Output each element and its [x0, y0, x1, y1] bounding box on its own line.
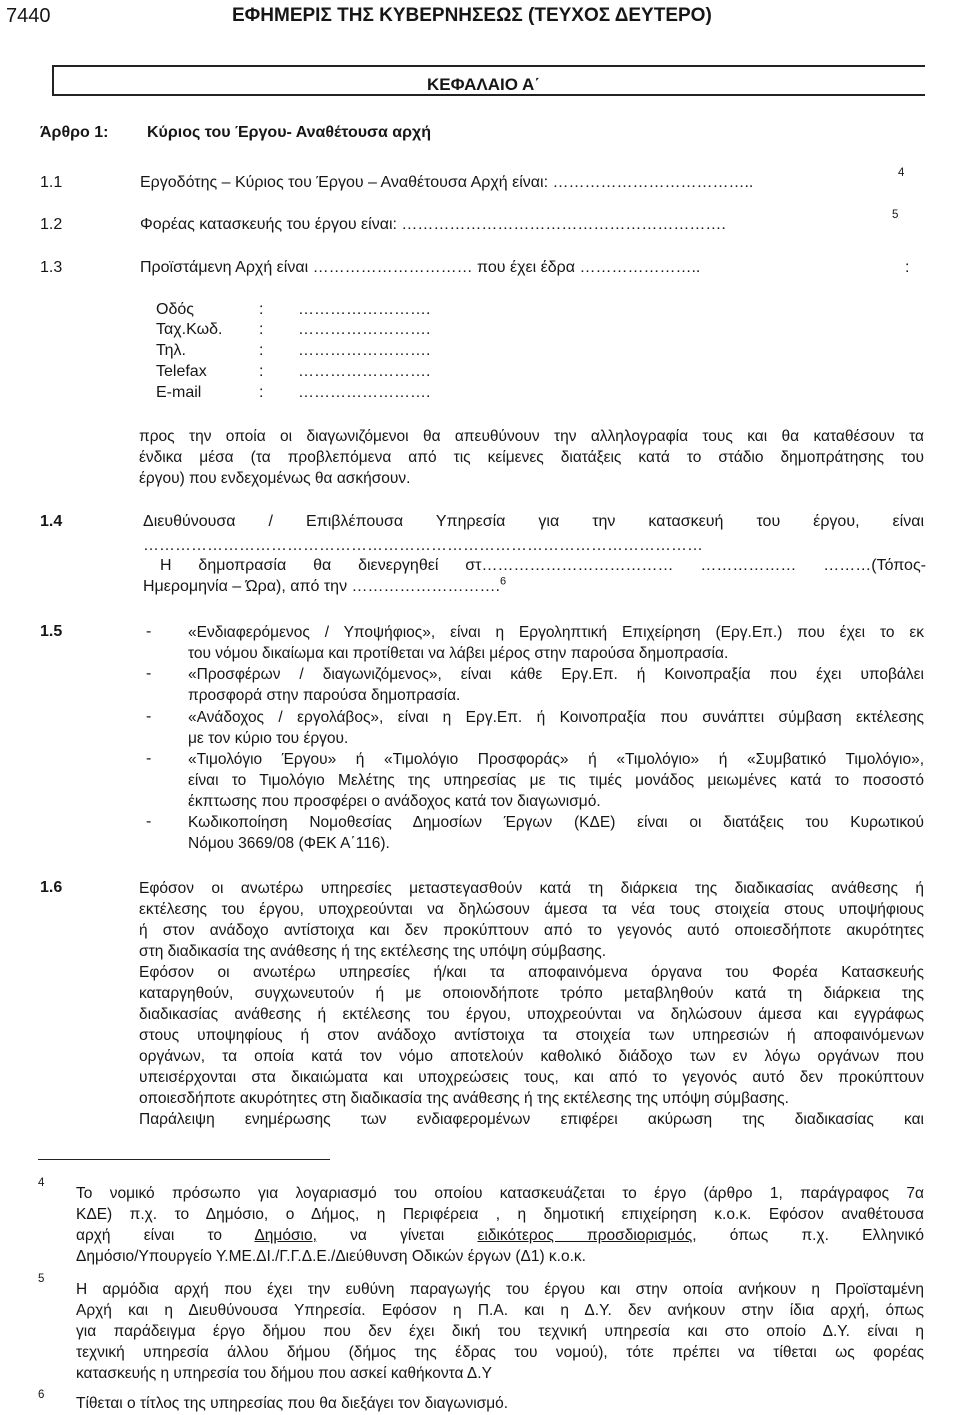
contact-sep: : — [259, 363, 264, 380]
footnote-separator — [38, 1159, 330, 1160]
contact-label-phone: Τηλ. — [156, 342, 186, 359]
section-1-4-line: Η δημοπρασία θα διενεργηθεί στ……………………………… ……………… ………(Τόπος- — [160, 557, 926, 574]
bullet-line: Κωδικοποίηση Νομοθεσίας Δημοσίων Έργων (ΚΔΕ) είναι οι διατάξεις του Κυρωτικού — [188, 814, 924, 831]
contact-value-phone: ……………………. — [298, 342, 431, 359]
footnote-text: αρχή είναι το — [76, 1227, 223, 1244]
section-1-6-line: στη διαδικασία της ανάθεσης ή της εκτέλεσης της υπόψη σύμβασης. — [139, 943, 607, 960]
contact-value-postcode: ……………………. — [298, 321, 431, 338]
bullet-dash: - — [146, 665, 152, 682]
bullet-line: προσφορά στην παρούσα δημοπρασία. — [188, 687, 461, 704]
section-1-6-line: καταργηθούν, συγχωνευτούν ή με οποιονδήποτε τρόπο μεταβληθούν κατά τη διάρκεια της — [139, 985, 924, 1002]
paragraph-line: ένδικα μέσα (τα προβλεπόμενα από τις κείμενες διατάξεις κατά το στάδιο δημοπράτησης του — [139, 449, 924, 466]
footnote-ref: 5 — [892, 209, 899, 221]
page-number: 7440 — [6, 5, 51, 27]
contact-sep: : — [259, 321, 264, 338]
footnote-line: για παράδειγμα έργο δήμου που δεν έχει δική του τεχνική υπηρεσία και στο οποίο Δ.Υ. είναι η — [76, 1323, 924, 1340]
section-1-6-line: υπεισέρχονται στα δικαιώματα και υποχρεώσεις τους, και από το γεγονός αυτό δεν προκύπτουν — [139, 1069, 924, 1086]
paragraph-line: έργου) που ενδεχομένως θα ασκήσουν. — [139, 470, 411, 487]
contact-value-street: ……………………. — [298, 301, 431, 318]
gazette-title: ΕΦΗΜΕΡΙΣ ΤΗΣ ΚΥΒΕΡΝΗΣΕΩΣ (ΤΕΥΧΟΣ ΔΕΥΤΕΡΟ) — [232, 5, 712, 26]
contact-sep: : — [259, 384, 264, 401]
section-1-6-line: Εφόσον οι ανωτέρω υπηρεσίες ή/και τα αποφαινόμενα όργανα του Φορέα Κατασκευής — [139, 964, 924, 981]
bullet-dash: - — [146, 813, 152, 830]
footnote-line: Το νομικό πρόσωπο για λογαριασμό του οποίου κατασκευάζεται το έργο (άρθρο 1, παράγραφος 7α — [76, 1185, 924, 1202]
section-1-6-line: Εφόσον οι ανωτέρω υπηρεσίες μεταστεγασθούν κατά τη διάρκεια της διαδικασίας ανάθεσης ή — [139, 880, 924, 897]
bullet-line: «Τιμολόγιο Έργου» ή «Τιμολόγιο Προσφοράς» ή «Τιμολόγιο» ή «Συμβατικό Τιμολόγιο», — [188, 751, 924, 768]
section-1-4-text: Ημερομηνία – Ώρα), από την ………………………. — [143, 578, 500, 595]
section-number: 1.1 — [40, 174, 63, 191]
section-1-6-line: οποιεσδήποτε ακυρότητες στη διαδικασία της ανάθεσης ή της εκτέλεσης της υπόψη σύμβασης. — [139, 1090, 789, 1107]
section-1-6-line: οργάνων, τα οποία κατά τον νόμο αποτελούν καθολικό διάδοχο των εν λόγω οργάνων που — [139, 1048, 924, 1065]
section-number: 1.3 — [40, 259, 63, 276]
section-1-3-text: Προϊστάμενη Αρχή είναι ………………………… που έχει έδρα ………………….. — [140, 259, 701, 276]
footnote-line: Αρχή και η Διευθύνουσα Υπηρεσία. Εφόσον η Π.Α. και η Δ.Υ. δεν ανήκουν στην ίδια αρχή, όπως — [76, 1302, 924, 1319]
bullet-dash: - — [146, 750, 152, 767]
footnote-text: , όπως π.χ. Ελληνικό — [692, 1227, 924, 1244]
section-number: 1.2 — [40, 216, 63, 233]
section-1-4-line: Διευθύνουσα / Επιβλέπουσα Υπηρεσία για την κατασκευή του έργου, είναι — [143, 513, 924, 530]
paragraph-line: προς την οποία οι διαγωνιζόμενοι θα απευθύνουν την αλληλογραφία τους και θα καταθέσουν τα — [139, 428, 924, 445]
section-1-6-line: ή στον ανάδοχο αντίστοιχα και δεν προκύπτουν από το γεγονός αυτό οποιεσδήποτε ακυρότητες — [139, 922, 924, 939]
section-1-1-text — [140, 173, 753, 193]
section-text: Εργοδότης – Κύριος του Έργου – Αναθέτουσα Αρχή είναι: ……………………………….. — [140, 174, 754, 191]
section-1-6-line: στους υποψηφίους ή στον ανάδοχο αντίστοιχα τα στοιχεία των υπηρεσιών ή αποφαινόμενων — [139, 1027, 924, 1044]
section-number: 1.4 — [40, 513, 63, 530]
footnote-line: κατασκευής η υπηρεσία του δήμου που ασκεί καθήκοντα Δ.Υ — [76, 1365, 492, 1382]
bullet-dash: - — [146, 623, 152, 640]
chapter-top-rule — [52, 65, 925, 67]
section-1-6-line: εκτέλεσης του έργου, υποχρεούνται να δηλώσουν άμεσα τα νέα τους στοιχεία στους υποψήφιους — [139, 901, 924, 918]
contact-value-email: ……………………. — [298, 384, 431, 401]
section-1-4-line — [143, 577, 506, 597]
bullet-line: με τον κύριο του έργου. — [188, 730, 349, 747]
footnote-underlined: ειδικότερος προσδιορισμός — [477, 1227, 693, 1244]
bullet-line: «Ενδιαφερόμενος / Υποψήφιος», είναι η Εργοληπτική Επιχείρηση (Εργ.Επ.) που έχει το εκ — [188, 624, 924, 641]
contact-label-email: E-mail — [156, 384, 202, 401]
section-1-2-text: Φορέας κατασκευής του έργου είναι: ……………………………………………………. — [140, 216, 726, 233]
footnote-line: ΚΔΕ) π.χ. το Δημόσιο, ο Δήμος, η Περιφέρεια , η δημοτική επιχείρηση κ.ο.κ. Εφόσον αναθέτουσα — [76, 1206, 924, 1223]
section-number: 1.5 — [40, 623, 63, 640]
contact-sep: : — [259, 342, 264, 359]
footnote-ref: 6 — [499, 575, 507, 588]
footnote-text: να γίνεται — [350, 1227, 445, 1244]
section-number: 1.6 — [40, 879, 63, 896]
section-1-6-line: διαδικασίας ανάθεσης ή εκτέλεσης του έργου, υποχρεούνται να δηλώσουν άμεσα και εγγράφως — [139, 1006, 924, 1023]
chapter-left-rule — [52, 65, 54, 95]
footnote-number: 6 — [38, 1389, 45, 1401]
article-label: Άρθρο 1: — [40, 124, 109, 141]
bullet-line: είναι το Τιμολόγιο Μελέτης της υπηρεσίας με τις τιμές μονάδος μειωμένες κατά το ποσοστό — [188, 772, 924, 789]
bullet-line: «Προσφέρων / διαγωνιζόμενος», είναι κάθε Εργ.Επ. ή Κοινοπραξία που έχει υποβάλει — [188, 666, 924, 683]
contact-label-street: Οδός — [156, 301, 194, 318]
section-1-4-dots: …………………………………………………………………………………………… — [143, 537, 703, 554]
section-1-3-colon: : — [905, 259, 910, 276]
contact-label-postcode: Ταχ.Κωδ. — [156, 321, 223, 338]
footnote-line: Δημόσιο/Υπουργείο Υ.ΜΕ.ΔΙ./Γ.Γ.Δ.Ε./Διεύθυνση Οδικών έργων (Δ1) κ.ο.κ. — [76, 1248, 586, 1265]
footnote-line — [76, 1225, 924, 1246]
bullet-dash: - — [146, 708, 152, 725]
footnote-number: 4 — [38, 1177, 45, 1189]
contact-value-fax: ……………………. — [298, 363, 431, 380]
footnote-underlined: Δημόσιο, — [254, 1227, 317, 1244]
section-1-6-line: Παράλειψη ενημέρωσης των ενδιαφερομένων επιφέρει ακύρωση της διαδικασίας και — [139, 1111, 924, 1128]
contact-label-fax: Telefax — [156, 363, 207, 380]
article-title: Κύριος του Έργου- Αναθέτουσα αρχή — [147, 124, 431, 141]
bullet-line: του νόμου δικαίωμα και προτίθεται να λάβει μέρος στην παρούσα δημοπρασία. — [188, 645, 729, 662]
chapter-title: ΚΕΦΑΛΑΙΟ Α΄ — [427, 75, 540, 94]
bullet-line: έκπτωσης που προσφέρει ο ανάδοχος κατά τον διαγωνισμό. — [188, 793, 601, 810]
footnote-line: Τίθεται ο τίτλος της υπηρεσίας που θα διεξάγει τον διαγωνισμό. — [76, 1395, 509, 1412]
footnote-line: τεχνική υπηρεσία άλλου δήμου (δήμος της έδρας του νομού), τότε πρέπει να τίθεται ως φορέας — [76, 1344, 924, 1361]
bullet-line: «Ανάδοχος / εργολάβος», είναι η Εργ.Επ. ή Κοινοπραξία που συνάπτει σύμβαση εκτέλεσης — [188, 709, 924, 726]
bullet-line: Νόμου 3669/08 (ΦΕΚ Α΄116). — [188, 835, 390, 852]
footnote-line: Η αρμόδια αρχή που έχει την ευθύνη παραγωγής του έργου και στην οποία ανήκουν η Προϊσταμένη — [76, 1281, 924, 1298]
contact-sep: : — [259, 301, 264, 318]
footnote-ref: 4 — [898, 167, 905, 179]
footnote-number: 5 — [38, 1273, 45, 1285]
